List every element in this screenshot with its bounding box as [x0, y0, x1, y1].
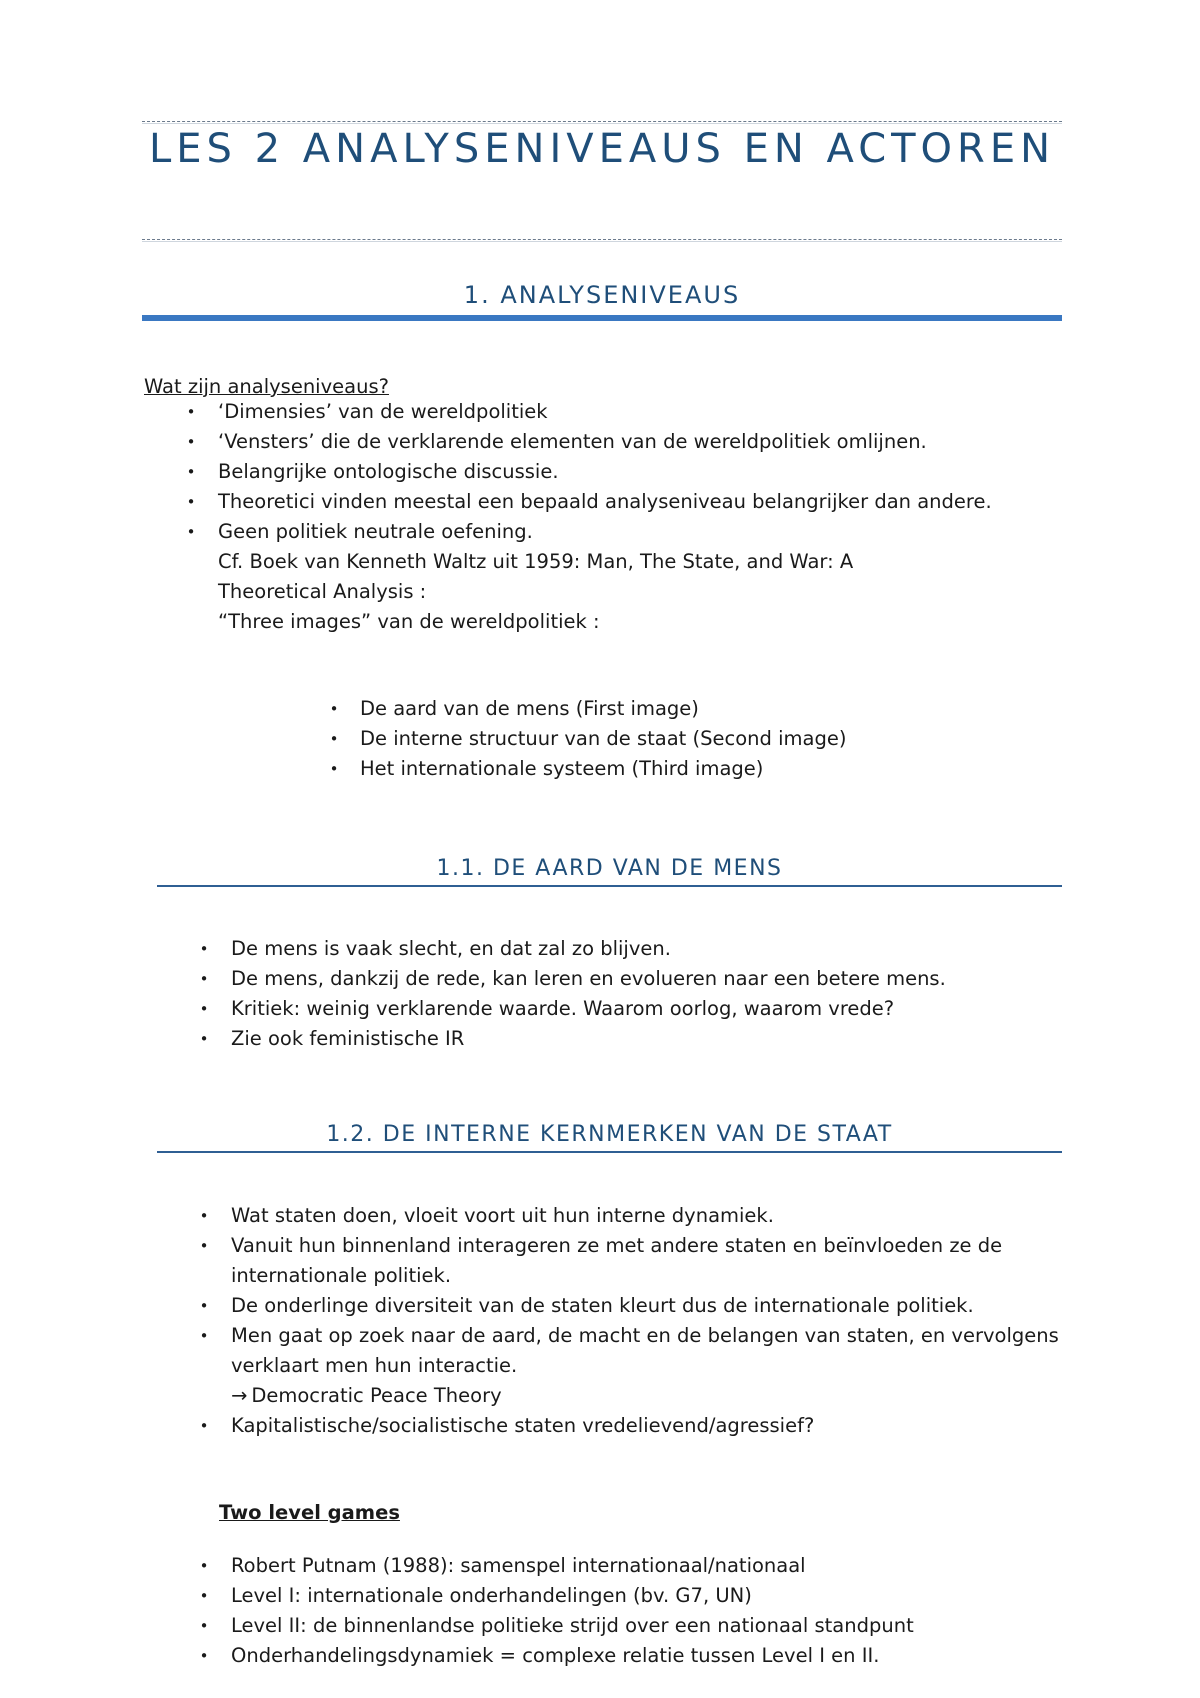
list-item: • Onderhandelingsdynamiek = complexe relatie tussen Level I en II. — [157, 1641, 1067, 1671]
two-level-games-list — [157, 1551, 1067, 1671]
bullet-icon: • — [186, 433, 196, 451]
bullet-icon: • — [199, 1417, 209, 1435]
list-item: • De mens, dankzij de rede, kan leren en evolueren naar een betere mens. — [157, 964, 1067, 994]
bullet-icon: • — [199, 1207, 209, 1225]
bullet-icon: • — [199, 1587, 209, 1605]
subsection-heading-aard-van-de-mens: 1.1. DE AARD VAN DE MENS — [436, 856, 783, 881]
list-item: • Geen politiek neutrale oefening. Cf. Boek van Kenneth Waltz uit 1959: Man, The State, and War: A Theoretical Analysis : “Three images” van de wereldpolitiek : — [144, 517, 1064, 637]
bullet-icon: • — [329, 700, 339, 718]
bullet-icon: • — [186, 523, 196, 541]
list-item: • Men gaat op zoek naar de aard, de macht en de belangen van staten, en vervolgens verklaart men hun interactie. → Democratic Peace Theory — [157, 1321, 1067, 1411]
interne-kenmerken-list — [157, 1201, 1067, 1441]
three-images-list — [290, 694, 1050, 784]
democratic-peace-line: → Democratic Peace Theory — [231, 1384, 502, 1407]
analyseniveaus-list — [144, 397, 1064, 637]
bullet-icon: • — [199, 970, 209, 988]
section-heading-analyseniveaus: 1. ANALYSENIVEAUS — [463, 281, 741, 309]
title-bottom-rule — [142, 239, 1062, 240]
list-item: • De interne structuur van de staat (Second image) — [290, 724, 1050, 754]
list-item: • De onderlinge diversiteit van de staten kleurt dus de internationale politiek. — [157, 1291, 1067, 1321]
bullet-icon: • — [199, 1030, 209, 1048]
subsection-heading-rule — [157, 1151, 1062, 1153]
bullet-icon: • — [199, 1617, 209, 1635]
lead-question: Wat zijn analyseniveaus? — [144, 375, 389, 398]
document-title: LES 2 ANALYSENIVEAUS EN ACTOREN — [148, 126, 1056, 172]
subsection-heading-interne-kenmerken: 1.2. DE INTERNE KERNMERKEN VAN DE STAAT — [326, 1122, 893, 1147]
subsection-heading-rule — [157, 885, 1062, 887]
list-item: • Kapitalistische/socialistische staten vredelievend/agressief? — [157, 1411, 1067, 1441]
list-item: • ‘Vensters’ die de verklarende elementen van de wereldpolitiek omlijnen. — [144, 427, 1064, 457]
section-heading-rule — [142, 315, 1062, 321]
bullet-icon: • — [186, 493, 196, 511]
bullet-icon: • — [329, 730, 339, 748]
list-item: • Theoretici vinden meestal een bepaald analyseniveau belangrijker dan andere. — [144, 487, 1064, 517]
aard-van-de-mens-list — [157, 934, 1067, 1054]
bullet-icon: • — [199, 1000, 209, 1018]
two-level-games-heading: Two level games — [219, 1501, 400, 1524]
list-item: • Level II: de binnenlandse politieke strijd over een nationaal standpunt — [157, 1611, 1067, 1641]
waltz-reference-line: “Three images” van de wereldpolitiek : — [218, 610, 600, 633]
bullet-icon: • — [199, 1237, 209, 1255]
list-item: • Vanuit hun binnenland interageren ze met andere staten en beïnvloeden ze de internationale politiek. — [157, 1231, 1067, 1291]
bullet-icon: • — [199, 1297, 209, 1315]
arrow-right-icon: → — [231, 1384, 248, 1407]
bullet-icon: • — [199, 1327, 209, 1345]
list-item: • Belangrijke ontologische discussie. — [144, 457, 1064, 487]
bullet-icon: • — [186, 463, 196, 481]
bullet-icon: • — [199, 940, 209, 958]
list-item: • Robert Putnam (1988): samenspel internationaal/nationaal — [157, 1551, 1067, 1581]
waltz-reference-line: Cf. Boek van Kenneth Waltz uit 1959: Man, The State, and War: A — [218, 550, 854, 573]
list-item: • De aard van de mens (First image) — [290, 694, 1050, 724]
bullet-icon: • — [186, 403, 196, 421]
list-item: • Kritiek: weinig verklarende waarde. Waarom oorlog, waarom vrede? — [157, 994, 1067, 1024]
bullet-icon: • — [199, 1557, 209, 1575]
bullet-icon: • — [329, 760, 339, 778]
waltz-reference-line: Theoretical Analysis : — [218, 580, 427, 603]
list-item: • Zie ook feministische IR — [157, 1024, 1067, 1054]
list-item: • De mens is vaak slecht, en dat zal zo blijven. — [157, 934, 1067, 964]
list-item: • Het internationale systeem (Third image) — [290, 754, 1050, 784]
list-item: • Level I: internationale onderhandelingen (bv. G7, UN) — [157, 1581, 1067, 1611]
bullet-icon: • — [199, 1647, 209, 1665]
list-item: • Wat staten doen, vloeit voort uit hun interne dynamiek. — [157, 1201, 1067, 1231]
list-item: • ‘Dimensies’ van de wereldpolitiek — [144, 397, 1064, 427]
